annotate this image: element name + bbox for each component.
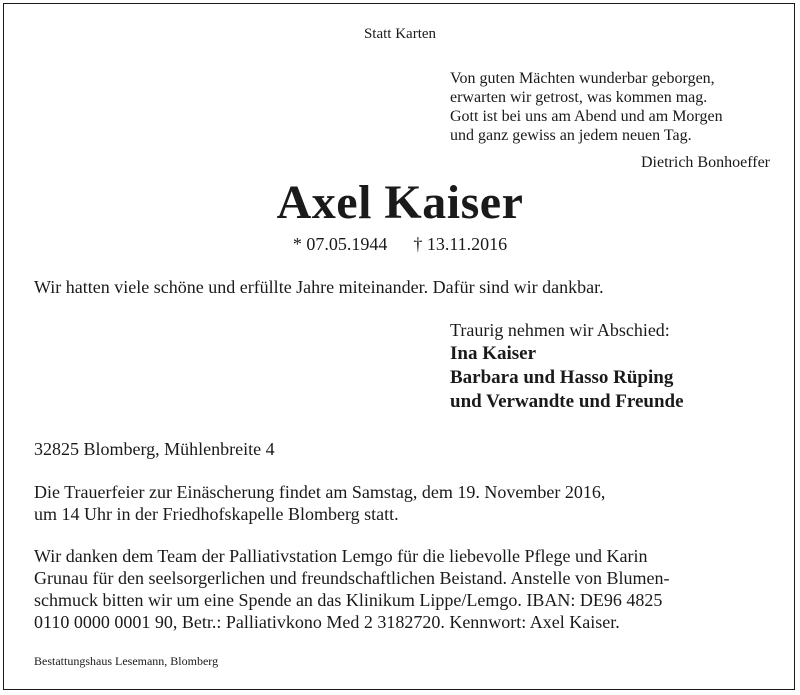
life-dates [0,234,800,255]
thanks-line: Wir hatten viele schöne und erfüllte Jahre miteinander. Dafür sind wir dankbar. [34,277,604,297]
mourner-name: Barbara und Hasso Rüping [450,367,674,388]
ceremony-info [34,481,605,525]
gratitude-line: Grunau für den seelsorgerlichen und freundschaftlichen Beistand. Anstelle von Blumen- [34,568,670,588]
gratitude-line: schmuck bitten wir um eine Spende an das Klinikum Lippe/Lemgo. IBAN: DE96 4825 [34,590,663,610]
poem-line: Von guten Mächten wunderbar geborgen, [450,70,715,87]
poem-line: Gott ist bei uns am Abend und am Morgen [450,108,723,125]
birth-date: * 07.05.1944 [292,234,388,254]
poem-line: erwarten wir getrost, was kommen mag. [450,89,708,106]
poem-author: Dietrich Bonhoeffer [641,154,770,171]
mourners-block [450,318,684,414]
undertaker-credit: Bestattungshaus Lesemann, Blomberg [34,654,219,668]
poem-line: und ganz gewiss an jedem neuen Tag. [450,127,692,144]
deceased-name: Axel Kaiser [276,176,524,229]
mourner-name: und Verwandte und Freunde [450,391,684,412]
address: 32825 Blomberg, Mühlenbreite 4 [34,439,275,459]
mourner-name: Ina Kaiser [450,343,537,364]
ceremony-line: Die Trauerfeier zur Einäscherung findet am Samstag, dem 19. November 2016, [34,482,606,502]
gratitude-line: 0110 0000 0001 90, Betr.: Palliativkono Med 2 3182720. Kennwort: Axel Kaiser. [34,612,620,632]
mourners-intro: Traurig nehmen wir Abschied: [450,320,670,340]
gratitude-line: Wir danken dem Team der Palliativstation Lemgo für die liebevolle Pflege und Karin [34,546,648,566]
death-date: † 13.11.2016 [413,234,508,254]
gratitude-paragraph [34,545,670,633]
header-note: Statt Karten [363,26,437,42]
poem [450,69,723,145]
ceremony-line: um 14 Uhr in der Friedhofskapelle Blomberg statt. [34,504,399,524]
